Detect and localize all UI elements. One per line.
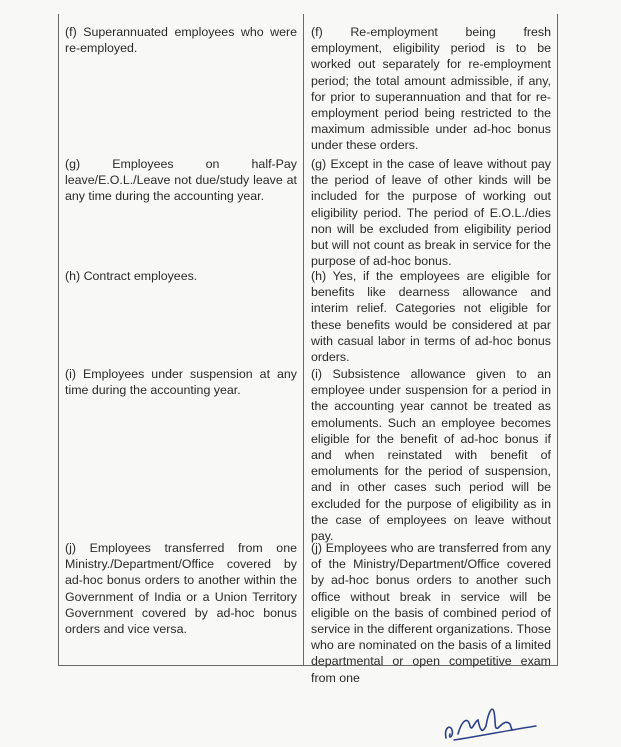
row-f-category: (f) Superannuated employees who were re-employed. — [65, 25, 297, 56]
row-f-clarification: (f) Re-employment being fresh employment, eligibility period is to be worked out separately for re-employment period; the total amount admissible, if any, for prior to superannuation and that for re-employment period being restricted to the maximum admissible under ad-hoc bonus under these orders. — [311, 25, 551, 153]
row-g-category: (g) Employees on half-Pay leave/E.O.L./Leave not due/study leave at any time during the accounting year. — [65, 157, 297, 204]
row-i-category: (i) Employees under suspension at any time during the accounting year. — [65, 367, 297, 398]
row-h-clarification: (h) Yes, if the employees are eligible for benefits like dearness allowance and interim relief. Categories not eligible for these benefits would be considered at par with casual labor in terms of ad-hoc bonus orders. — [311, 269, 551, 365]
eligibility-table — [58, 14, 558, 685]
row-g-clarification: (g) Except in the case of leave without pay the period of leave of other kinds will be included for the purpose of working out eligibility period. The period of E.O.L./dies non will be excluded from eligibility period but will not count as break in service for the purpose of ad-hoc bonus. — [311, 157, 551, 269]
row-h-category: (h) Contract employees. — [65, 269, 198, 283]
handwritten-signature — [440, 690, 550, 745]
row-i-clarification: (i) Subsistence allowance given to an employee under suspension for a period in the accounting year cannot be treated as emoluments. Such an employee becomes eligible for the benefit of ad-hoc bonus if and when reinstated with benefit of emoluments for the period of suspension, and in other cases such period will be excluded for the purpose of eligibility as in the case of employees on leave without pay. — [311, 367, 551, 544]
row-j-clarification: (j) Employees who are transferred from any of the Ministry/Department/Office covered by ad-hoc bonus orders to another such office without break in service will be eligible on the basis of combined period of service in the different organizations. Those who are nominated on the basis of a limited departmental or open competitive exam from one — [311, 541, 551, 685]
column-divider — [303, 14, 304, 665]
row-j-category: (j) Employees transferred from one Ministry./Department/Office covered by ad-hoc bonus orders to another within the Government of India or a Union Territory Government covered by ad-hoc bonus orders and vice versa. — [65, 541, 297, 637]
